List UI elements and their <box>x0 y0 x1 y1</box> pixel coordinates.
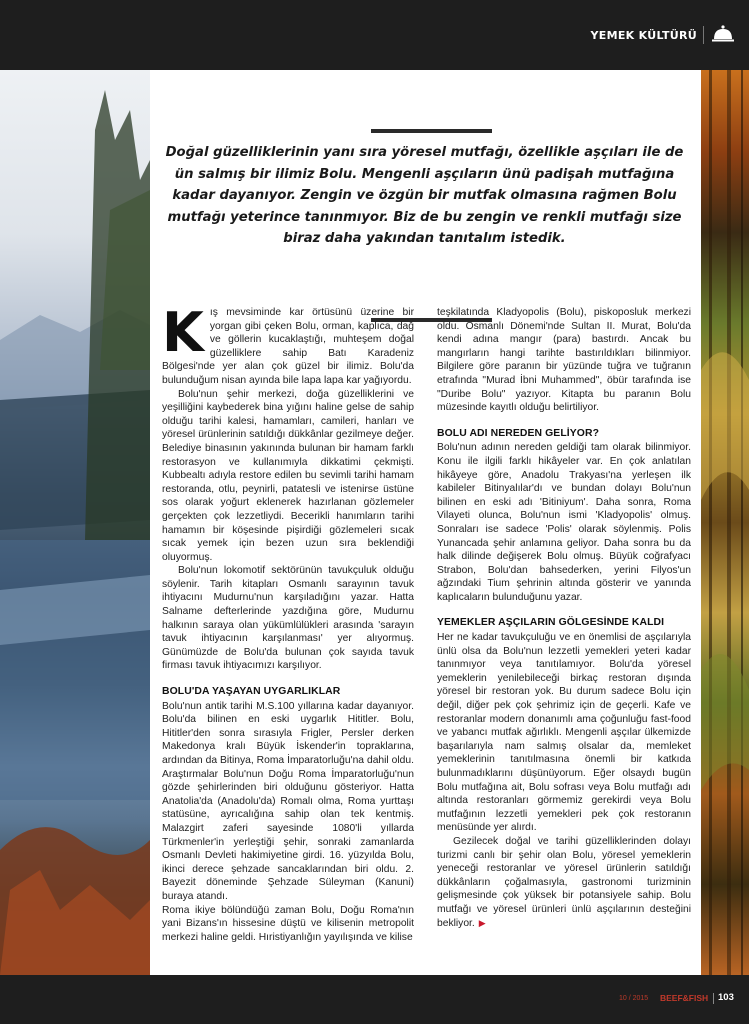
paragraph: Bolu'nun adının nereden geldiği tam olarak bilinmiyor. Konu ile ilgili farklı hikâyeler var. En çok anlatılan hikâyeye göre, Anadolu Trakyası'na yerleşen ilk kabileler Bitinyalılar'dı ve bundan dolayı Bolu'nun bilinen en eski adı 'Bitiniyum'. Daha sonra, Roma Vilayeti olunca, Bolu'nun ismi 'Kladyopolis' olmuş. Sonraları ise sadece 'Polis' olarak söylenmiş. Polis Yunancada şehir anlamına geliyor. Daha sonra bu da halk dilinde değişerek Bolu olmuş. Büyük coğrafyacı Strabon, Bolu'dan bahsederken, yerini Filyos'un ağzındaki Tium şehrinin altında gösterir ve yanında kaplıcaların bulunduğunu yazar. <box>437 442 691 603</box>
intro-top-rule <box>371 129 492 133</box>
paragraph: Bolu'nun antik tarihi M.S.100 yıllarına kadar dayanıyor. Bolu'da bilinen en eski uygarlık Hititler. Bolu, Hititler'den sonra sırasıyla Frigler, Persler derken Makedonya kralı Büyük İskender'in topraklarına, ardından da Bitinya, Roma İmparatorluğu'na dahil oldu. Araştırmalar Bolu'nun Doğu Roma İmparatorluğu'nun gözde şehirlerinden biri olduğunu gösteriyor. Hatta Anatolia'da (Anadolu'da) Romalı olma, Roma yurttaşı statüsüne, ayrıcalığına sahip olan tek kentmiş. Malazgirt zaferi sayesinde 1080'li yıllarda Türkmenler'in yerleştiği şehir, sonraki zamanlarda Osmanlı Devleti hakimiyetine girdi. 16. yüzyılda Bolu, ikinci derece şehzade sancaklarından biri oldu. 2. Bayezit döneminde Şehzade Süleyman (Kanuni) buraya atandı. <box>162 700 414 902</box>
section-heading: BOLU'DA YAŞAYAN UYGARLIKLAR <box>162 686 341 698</box>
issue-date: 10 / 2015 <box>619 995 649 1002</box>
footer-bar <box>0 975 749 1024</box>
section-heading: BOLU ADI NEREDEN GELİYOR? <box>437 427 600 439</box>
footer-divider <box>713 993 714 1004</box>
article-column-left <box>162 301 414 944</box>
autumn-forest-illustration <box>701 70 749 975</box>
forest-lake-photo <box>0 70 150 975</box>
drop-cap: K <box>162 301 204 364</box>
header-bar <box>0 0 749 70</box>
paragraph: teşkilatında Kladyopolis (Bolu), piskoposluk merkezi oldu. Osmanlı Dönemi'nde Sultan II. Murat, Bolu'da kendi adına mangır (para) bastırdı. Ancak bu mangırların hangi tarihte bastırıldıkları bilinmiyor. Bilgilere göre paranın bir yüzünde tuğra ve tuğranın etrafında "Murad İbni Muhammed", öbür tarafında ise "Duribe Bolu" yazıyor. Kitapta bu paranın Bolu müzesinde kayıtlı olduğu belirtiliyor. <box>437 307 691 414</box>
paragraph: Bolu'nun şehir merkezi, doğa güzelliklerini ve yeşilliğini kaybederek bina yığını haline gelse de sahip olduğu tarihi kalesi, hamamları, camileri, hanları ve yöresel ürünlerinin satıldığı dükkânlar gezilmeye değer. Belediye binasının yakınında bulunan bir hamam farklı restorasyon ve kullanımıyla dikkatimi çekmişti. Kubbealtı adıyla restore edilen bu sevimli tarihi hamam restoranda, otlu, peynirli, patatesli ve istenirse üstüne sos olarak yoğurt eklenerek hazırlanan gözlemeler gerçekten çok lezzetliydi. Becerikli hanımların tarihi hamamın bir köşesinde pişirdiği gözlemeleri sıcak sıcak yemek için bezen uzun sıra beklendiği oluyormuş. <box>162 388 414 563</box>
article-column-right <box>437 306 691 930</box>
page-number: 103 <box>718 992 734 1003</box>
section-heading: YEMEKLER AŞÇILARIN GÖLGESİNDE KALDI <box>437 617 665 629</box>
paragraph: Roma ikiye bölündüğü zaman Bolu, Doğu Roma'nın yani Bizans'ın hissesine düştü ve kilisenin metropolit merkezi haline geldi. Hıristiyanlığın yayılışında ve kilise <box>162 904 414 943</box>
magazine-logo: BEEF&FISH <box>660 993 709 1003</box>
section-title: YEMEK KÜLTÜRÜ <box>590 29 697 42</box>
paragraph: Her ne kadar tavukçuluğu ve en önemlisi de aşçılarıyla ünlü olsa da Bolu'nun lezzetli yemekleri yeteri kadar tanınmıyor veya tanıtılamıyor. Bolu'da yöresel yemeklerin yenilebileceği birkaç restoran dışında yöresel bir restoran yok. Bu durum sadece Bolu için değil, diğer pek çok şehrimiz için de geçerli. Kafe ve restoranlar modern donanımlı ama çoğunluğu fast-food ve yabancı mutfak ağırlıklı. Mengenli aşçılar ülkemizde başarılarıyla nam salmış olsalar da, memleket yemeklerinin tanıtılmasına önemli bir katkıda bulunmadıklarını düşünüyorum. Eğer olsaydı bugün Bolu mutfağına ait, Bolu sofrası veya Bolu mutfağı adı altında restoranları görmemiz gerekirdi veya Bolu mutfağının lezzetli yemekleri pek çok restoranın menüsünde yer alırdı. <box>437 632 691 834</box>
forest-lake-illustration <box>0 70 150 975</box>
end-arrow-icon: ▶ <box>478 917 486 928</box>
header-divider <box>703 26 704 44</box>
article-intro: Doğal güzelliklerinin yanı sıra yöresel mutfağı, özellikle aşçıları ile de ün salmış bir ilimiz Bolu. Mengenli aşçıların ünü padişah mutfağına kadar dayanıyor. Zengin ve özgün bir mutfak olmasına rağmen Bolu mutfağı yeterince tanınmıyor. Biz de bu zengin ve renkli mutfağı size biraz daha yakından tanıtalım istedik. <box>165 145 684 246</box>
cloche-icon <box>711 24 735 44</box>
paragraph: Kış mevsiminde kar örtüsünü üzerine bir yorgan gibi çeken Bolu, orman, kaplıca, dağ ve göllerin kucaklaştığı, muhteşem doğal güzelliklere sahip Batı Karadeniz Bölgesi'nde yer alan çok güzel bir ilimiz. Bolu'da bulunduğum nisan ayında bile lapa lapa kar yağıyordu. <box>162 301 414 386</box>
autumn-forest-photo <box>701 70 749 975</box>
paragraph: Bolu'nun lokomotif sektörünün tavukçuluk olduğu söylenir. Tarih kitapları Osmanlı sarayının tavuk ihtiyacını Mudurnu'nun karşıladığını yazar. Hatta Salname defterlerinde yazdığına göre, Mudurnu halkının saraya olan yükümlülükleri arasında 'sarayın tavuk ihtiyacının karşılanması' yer alıyormuş. Günümüzde de Bolu'da bulunan çok sayıda tavuk firması tavuk ihtiyacımızı karşılıyor. <box>162 565 414 672</box>
article-page <box>150 70 701 975</box>
paragraph: Gezilecek doğal ve tarihi güzelliklerinden dolayı turizmi canlı bir şehir olan Bolu, yöresel yemeklerin yeneceği restoranlar ve yöresel ürünlerin satıldığı dükkânların çoğalmasıyla, gastronomi turizminin gelişmesinde çok yüksek bir potansiyele sahip. Bolu mutfağı ve yöresel ürünleri ünlü aşçılarının desteğini bekliyor. ▶ <box>437 835 691 929</box>
